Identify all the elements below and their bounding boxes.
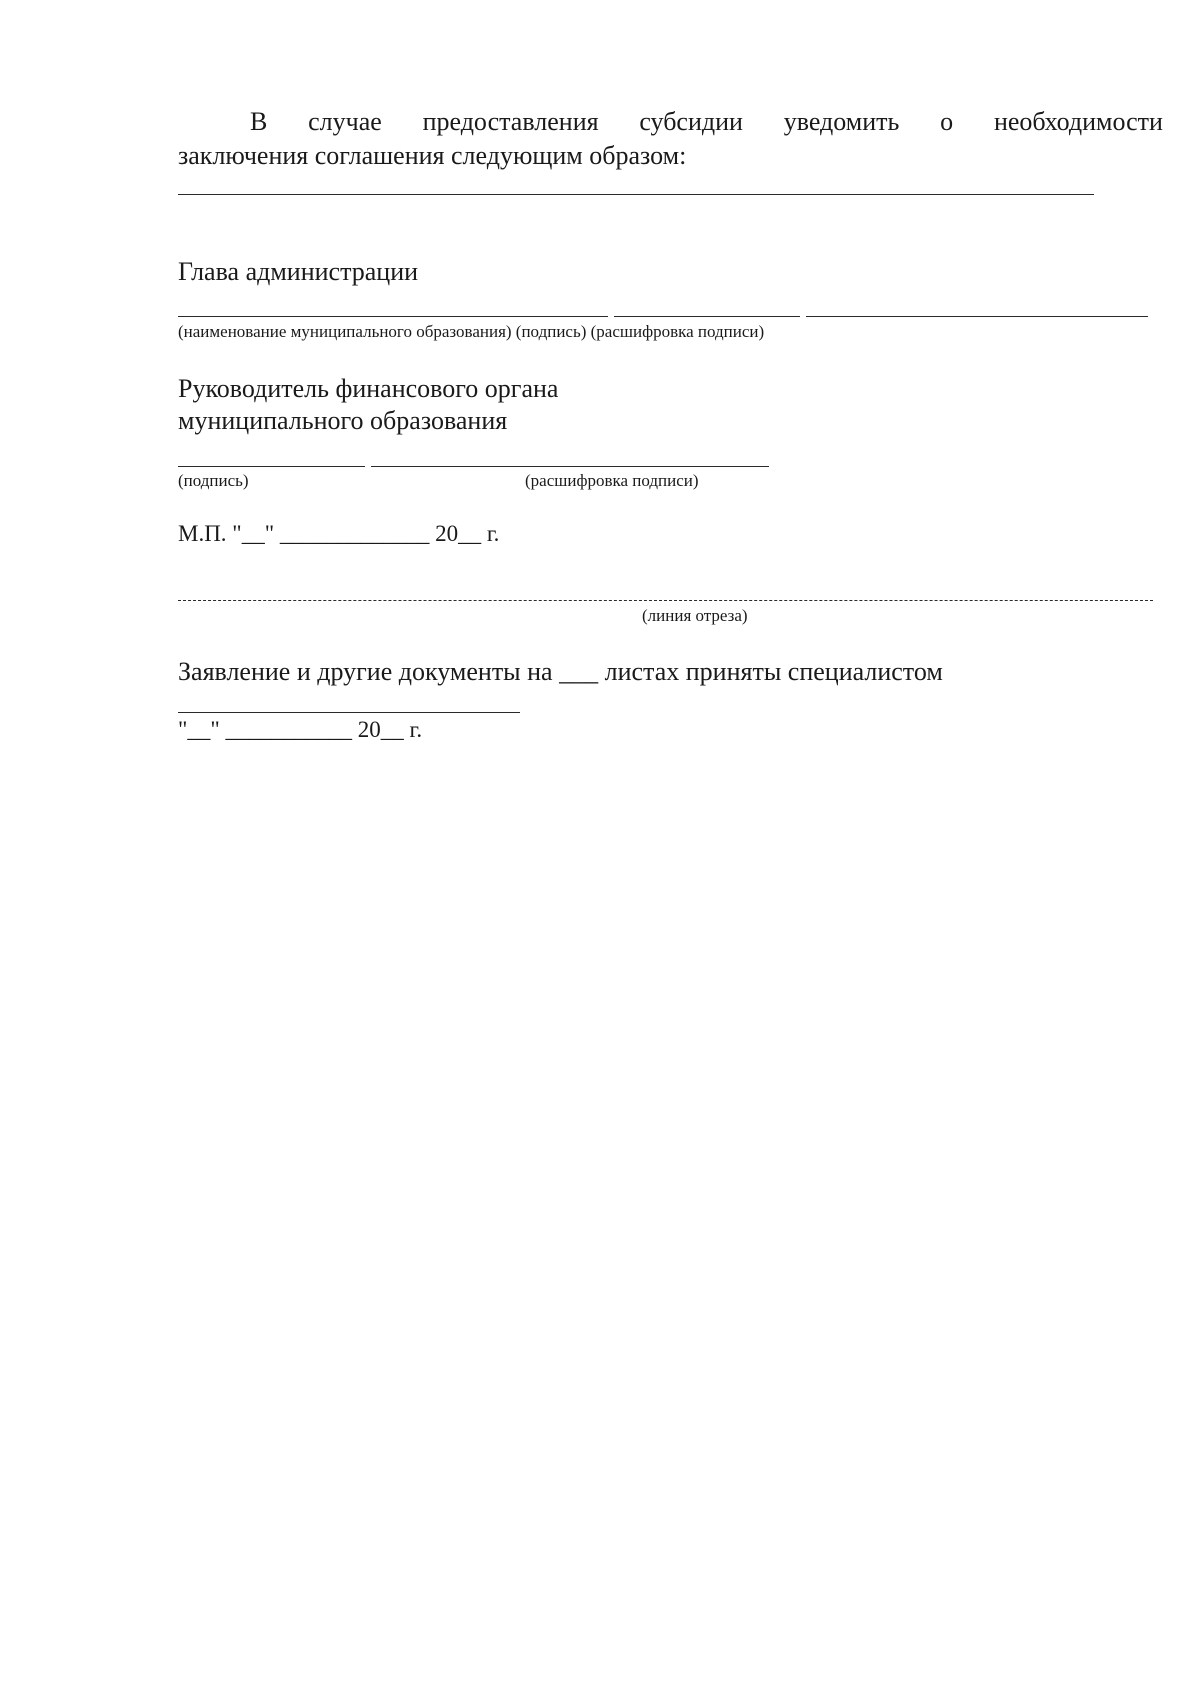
word: случае bbox=[308, 107, 382, 136]
finance-head-title-line1: Руководитель финансового органа bbox=[178, 374, 559, 403]
finance-signature-line bbox=[178, 466, 365, 467]
specialist-name-line bbox=[178, 712, 520, 713]
word: уведомить bbox=[783, 107, 900, 136]
finance-head-title-line2: муниципального образования bbox=[178, 406, 508, 435]
word: необходимости bbox=[993, 107, 1163, 136]
word: о bbox=[940, 107, 954, 136]
acceptance-date: "__" ___________ 20__ г. bbox=[178, 717, 423, 742]
word: В bbox=[250, 107, 268, 136]
acceptance-text: Заявление и другие документы на ___ листах приняты специалистом bbox=[178, 657, 943, 686]
notification-method-field-line bbox=[178, 194, 1094, 195]
head-signature-line bbox=[614, 316, 800, 317]
finance-signature-decode-line bbox=[371, 466, 769, 467]
cut-line-caption: (линия отреза) bbox=[642, 606, 748, 625]
word: субсидии bbox=[639, 107, 743, 136]
notification-paragraph-line1 bbox=[178, 106, 1163, 138]
word: предоставления bbox=[422, 107, 599, 136]
head-of-admin-title: Глава администрации bbox=[178, 257, 419, 286]
head-of-admin-caption: (наименование муниципального образования) (подпись) (расшифровка подписи) bbox=[178, 322, 765, 341]
notification-paragraph-line2: заключения соглашения следующим образом: bbox=[178, 141, 687, 170]
finance-signature-caption: (подпись) bbox=[178, 471, 249, 490]
municipality-name-line bbox=[178, 316, 608, 317]
stamp-date-line: М.П. "__" _____________ 20__ г. bbox=[178, 521, 500, 546]
finance-decode-caption: (расшифровка подписи) bbox=[525, 471, 699, 490]
cut-line bbox=[178, 600, 1153, 601]
head-signature-decode-line bbox=[806, 316, 1148, 317]
